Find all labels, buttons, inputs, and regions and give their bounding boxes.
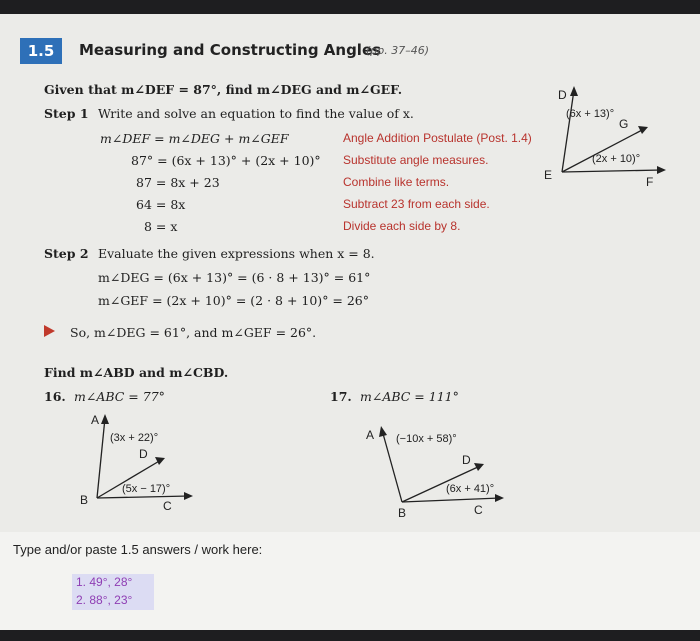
ray-eg <box>562 129 644 172</box>
note-line-1: Angle Addition Postulate (Post. 1.4) <box>343 131 532 145</box>
step2-text: Evaluate the given expressions when x = 8. <box>98 246 375 261</box>
p17-label: 17. <box>330 389 352 404</box>
step2-label: Step 2 <box>44 246 89 261</box>
p17-label-b: B <box>398 506 407 520</box>
arrowhead-g-icon <box>638 126 648 134</box>
step1-label: Step 1 <box>44 106 89 121</box>
p17-angle-label-1: (−10x + 58)° <box>396 433 457 445</box>
eq-line-5: 8 = x <box>144 219 178 234</box>
p16-label-c: C <box>163 499 172 513</box>
conclusion-arrow-icon <box>44 325 55 337</box>
eval-line-2: m∠GEF = (2x + 10)° = (2 · 8 + 10)° = 26° <box>98 293 370 308</box>
eval-line-1: m∠DEG = (6x + 13)° = (6 · 8 + 13)° = 61° <box>98 270 371 285</box>
arrowhead-d-icon <box>570 86 578 96</box>
answer-prompt: Type and/or paste 1.5 answers / work here: <box>13 542 263 557</box>
p17-label-a: A <box>366 428 375 442</box>
note-line-5: Divide each side by 8. <box>343 219 461 233</box>
answer-line-1[interactable]: 1. 49°, 28° <box>76 575 133 589</box>
p16-label-b: B <box>80 493 89 507</box>
p16-arrowhead-a-icon <box>101 414 109 424</box>
section-number-badge: 1.5 <box>20 38 62 64</box>
p16-arrowhead-d-icon <box>155 457 165 465</box>
p17-arrowhead-a-icon <box>379 426 387 437</box>
p16-angle-label-1: (3x + 22)° <box>110 432 159 444</box>
section-title: Measuring and Constructing Angles <box>79 41 382 59</box>
eq-line-3: 87 = 8x + 23 <box>136 175 220 190</box>
note-line-2: Substitute angle measures. <box>343 153 489 167</box>
p17-angle-figure <box>360 422 520 522</box>
p17-ray-bc <box>402 498 500 502</box>
note-line-4: Subtract 23 from each side. <box>343 197 490 211</box>
p16-ray-bc <box>97 496 189 498</box>
example-angle-figure <box>530 80 690 190</box>
p16-label-d: D <box>139 447 148 461</box>
eq-line-4: 64 = 8x <box>136 197 186 212</box>
step1-text: Write and solve an equation to find the value of x. <box>98 106 414 121</box>
p16-angle-figure <box>75 410 205 520</box>
p17-angle-label-2: (6x + 41)° <box>446 483 495 495</box>
ray-ed <box>562 90 574 172</box>
eq-line-1: m∠DEF = m∠DEG + m∠GEF <box>100 131 289 146</box>
ray-ef <box>562 170 662 172</box>
p17-given: m∠ABC = 111° <box>360 389 459 404</box>
p16-given: m∠ABC = 77° <box>74 389 165 404</box>
p16-label-a: A <box>91 413 100 427</box>
angle-label-2: (2x + 10)° <box>592 153 641 165</box>
arrowhead-f-icon <box>657 166 666 174</box>
example-given: Given that m∠DEF = 87°, find m∠DEG and m∠GEF. <box>44 82 403 97</box>
p17-label-d: D <box>462 453 471 467</box>
section-pages: (pp. 37–46) <box>366 44 430 57</box>
p16-arrowhead-c-icon <box>184 492 193 500</box>
label-g: G <box>619 117 629 131</box>
label-e: E <box>544 168 553 182</box>
answer-line-2[interactable]: 2. 88°, 23° <box>76 593 133 607</box>
angle-label-1: (6x + 13)° <box>566 108 615 120</box>
bottom-edge <box>0 630 700 641</box>
p16-label: 16. <box>44 389 66 404</box>
top-edge <box>0 0 700 14</box>
eq-line-2: 87° = (6x + 13)° + (2x + 10)° <box>131 153 321 168</box>
p17-label-c: C <box>474 503 483 517</box>
exercise-prompt: Find m∠ABD and m∠CBD. <box>44 365 229 380</box>
p16-angle-label-2: (5x − 17)° <box>122 483 171 495</box>
p17-arrowhead-c-icon <box>495 494 504 502</box>
note-line-3: Combine like terms. <box>343 175 450 189</box>
label-d: D <box>558 88 567 102</box>
conclusion: So, m∠DEG = 61°, and m∠GEF = 26°. <box>70 325 317 340</box>
label-f: F <box>646 175 654 189</box>
p16-ray-ba <box>97 418 105 498</box>
p17-arrowhead-d-icon <box>474 463 484 471</box>
